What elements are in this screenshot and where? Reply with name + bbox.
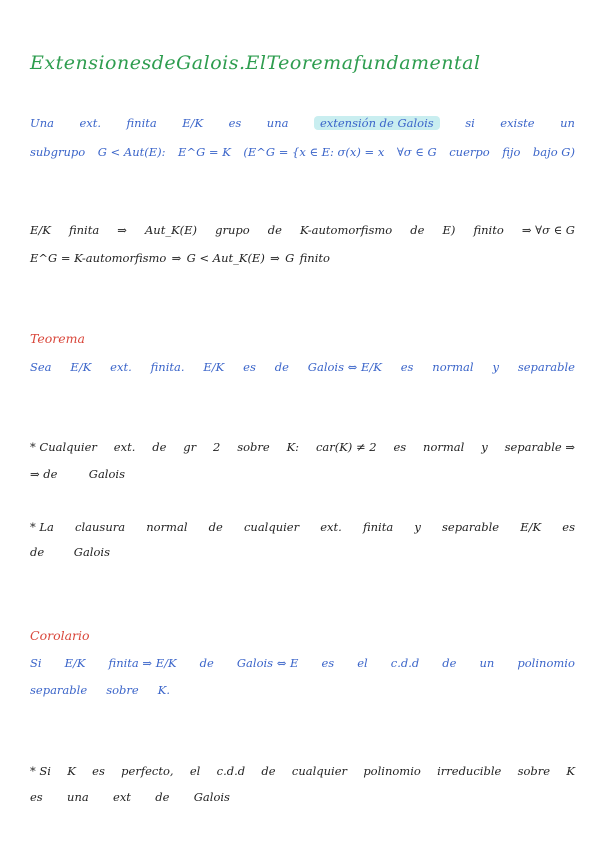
word: el xyxy=(189,764,201,778)
word: Teorema xyxy=(266,52,354,74)
word: K. xyxy=(157,683,170,697)
word: cuerpo xyxy=(449,145,490,159)
word: normal xyxy=(432,360,474,374)
word: ⇒ de xyxy=(30,467,58,481)
word: ⇒ ∀σ ∈ G xyxy=(521,223,575,237)
word: finito xyxy=(473,223,504,237)
word: ext. xyxy=(79,116,102,130)
word: normal xyxy=(146,520,188,534)
word: finita. xyxy=(150,360,185,374)
word: separable xyxy=(517,360,575,374)
word: Galois xyxy=(193,790,230,804)
word: grupo xyxy=(215,223,250,237)
word: E^G = K-automorfismo xyxy=(30,251,167,265)
word: E/K xyxy=(520,520,542,534)
word: es xyxy=(562,520,575,534)
word: ∀σ ∈ G xyxy=(396,145,437,159)
word: fundamental xyxy=(353,52,481,74)
word: E/K xyxy=(182,116,204,130)
word: sobre xyxy=(517,764,551,778)
teorema-label: Teorema xyxy=(30,331,85,346)
definition-line-1 xyxy=(30,116,575,130)
word: es xyxy=(393,440,407,454)
word: y xyxy=(414,520,421,534)
word: Aut_K(E) xyxy=(144,223,198,237)
word: fijo xyxy=(502,145,521,159)
word: de xyxy=(261,764,276,778)
word: una xyxy=(266,116,289,130)
word: cualquier xyxy=(291,764,348,778)
word: gr xyxy=(183,440,197,454)
word: K: xyxy=(286,440,300,454)
word: E/K xyxy=(203,360,225,374)
word: finita xyxy=(126,116,157,130)
word: finito xyxy=(299,251,330,265)
word: separable ⇒ xyxy=(504,440,575,454)
bullet-2-line-2 xyxy=(30,545,110,559)
word: G < Aut(E): xyxy=(97,145,166,159)
word: K xyxy=(67,764,76,778)
word: de xyxy=(208,520,223,534)
word: es xyxy=(243,360,256,374)
word: es xyxy=(30,790,43,804)
word: es xyxy=(400,360,414,374)
word: K xyxy=(566,764,575,778)
word: Una xyxy=(30,116,54,130)
word: es xyxy=(228,116,242,130)
teorema-heading xyxy=(30,331,575,346)
word: de xyxy=(199,656,214,670)
word: perfecto, xyxy=(121,764,174,778)
corolario-line-1 xyxy=(30,656,575,670)
word: ⇒ xyxy=(117,223,127,237)
word: cualquier xyxy=(243,520,300,534)
word: ⇒ xyxy=(270,251,280,265)
word: bajo G) xyxy=(532,145,575,159)
highlighted-term: extensión de Galois xyxy=(314,116,440,130)
word: Galois ⇔ E/K xyxy=(307,360,382,374)
word: polinomio xyxy=(517,656,575,670)
corolario-label: Corolario xyxy=(30,628,90,643)
word: de xyxy=(274,360,289,374)
word: una xyxy=(67,790,89,804)
word: y xyxy=(481,440,488,454)
word: ⇒ xyxy=(171,251,182,265)
word: de xyxy=(410,223,425,237)
teorema-statement xyxy=(30,360,575,374)
bullet-2-line-1 xyxy=(30,520,575,534)
word: finita xyxy=(68,223,100,237)
word: ext xyxy=(113,790,131,804)
word: finita xyxy=(362,520,394,534)
word: de xyxy=(155,790,170,804)
definition-line-2 xyxy=(30,145,575,159)
word: y xyxy=(492,360,499,374)
word: de xyxy=(151,52,177,74)
word: Sea xyxy=(30,360,52,374)
word: * Si xyxy=(30,764,51,778)
word: clausura xyxy=(75,520,126,534)
word: de xyxy=(267,223,282,237)
word: c.d.d xyxy=(216,764,246,778)
word: finita ⇒ E/K xyxy=(108,656,177,670)
word: es xyxy=(92,764,105,778)
word: E/K xyxy=(70,360,92,374)
word: c.d.d xyxy=(390,656,420,670)
word: Galois. xyxy=(176,52,246,74)
word: un xyxy=(479,656,495,670)
word: E^G = K xyxy=(178,145,231,159)
word: de xyxy=(30,545,45,559)
word: separable xyxy=(441,520,500,534)
word: un xyxy=(560,116,575,130)
word: G xyxy=(285,251,295,265)
word: de xyxy=(442,656,457,670)
word: es xyxy=(321,656,335,670)
word: existe xyxy=(500,116,535,130)
word: E/K xyxy=(64,656,86,670)
word: (E^G = {x ∈ E: σ(x) = x xyxy=(243,145,385,159)
word: E) xyxy=(442,223,456,237)
word: G < Aut_K(E) xyxy=(186,251,265,265)
word: car(K) ≠ 2 xyxy=(315,440,377,454)
corolario-heading xyxy=(30,628,575,643)
word: ext. xyxy=(110,360,132,374)
word: ext. xyxy=(320,520,342,534)
word: Galois ⇔ E xyxy=(236,656,299,670)
note-line-1 xyxy=(30,223,575,237)
bullet-1-line-1 xyxy=(30,440,575,454)
word: sobre xyxy=(237,440,270,454)
word: * La xyxy=(30,520,54,534)
word: de xyxy=(152,440,167,454)
bullet-3-line-2 xyxy=(30,790,230,804)
word: K-automorfismo xyxy=(300,223,393,237)
word: subgrupo xyxy=(30,145,86,159)
bullet-3-line-1 xyxy=(30,764,575,778)
word: si xyxy=(465,116,475,130)
note-line-2 xyxy=(30,251,330,265)
word: 2 xyxy=(213,440,221,454)
word: Extensiones xyxy=(30,52,152,74)
word: sobre xyxy=(106,683,139,697)
word: separable xyxy=(30,683,88,697)
page-title xyxy=(30,52,481,74)
word: el xyxy=(357,656,368,670)
word: El xyxy=(245,52,267,74)
word: * Cualquier xyxy=(30,440,97,454)
bullet-1-line-2 xyxy=(30,467,125,481)
word: Si xyxy=(30,656,42,670)
word: ext. xyxy=(113,440,136,454)
word: Galois xyxy=(73,545,110,559)
corolario-line-2 xyxy=(30,683,170,697)
word: E/K xyxy=(30,223,51,237)
word: normal xyxy=(423,440,465,454)
word: irreducible xyxy=(437,764,502,778)
word: Galois xyxy=(88,467,125,481)
word: polinomio xyxy=(363,764,421,778)
